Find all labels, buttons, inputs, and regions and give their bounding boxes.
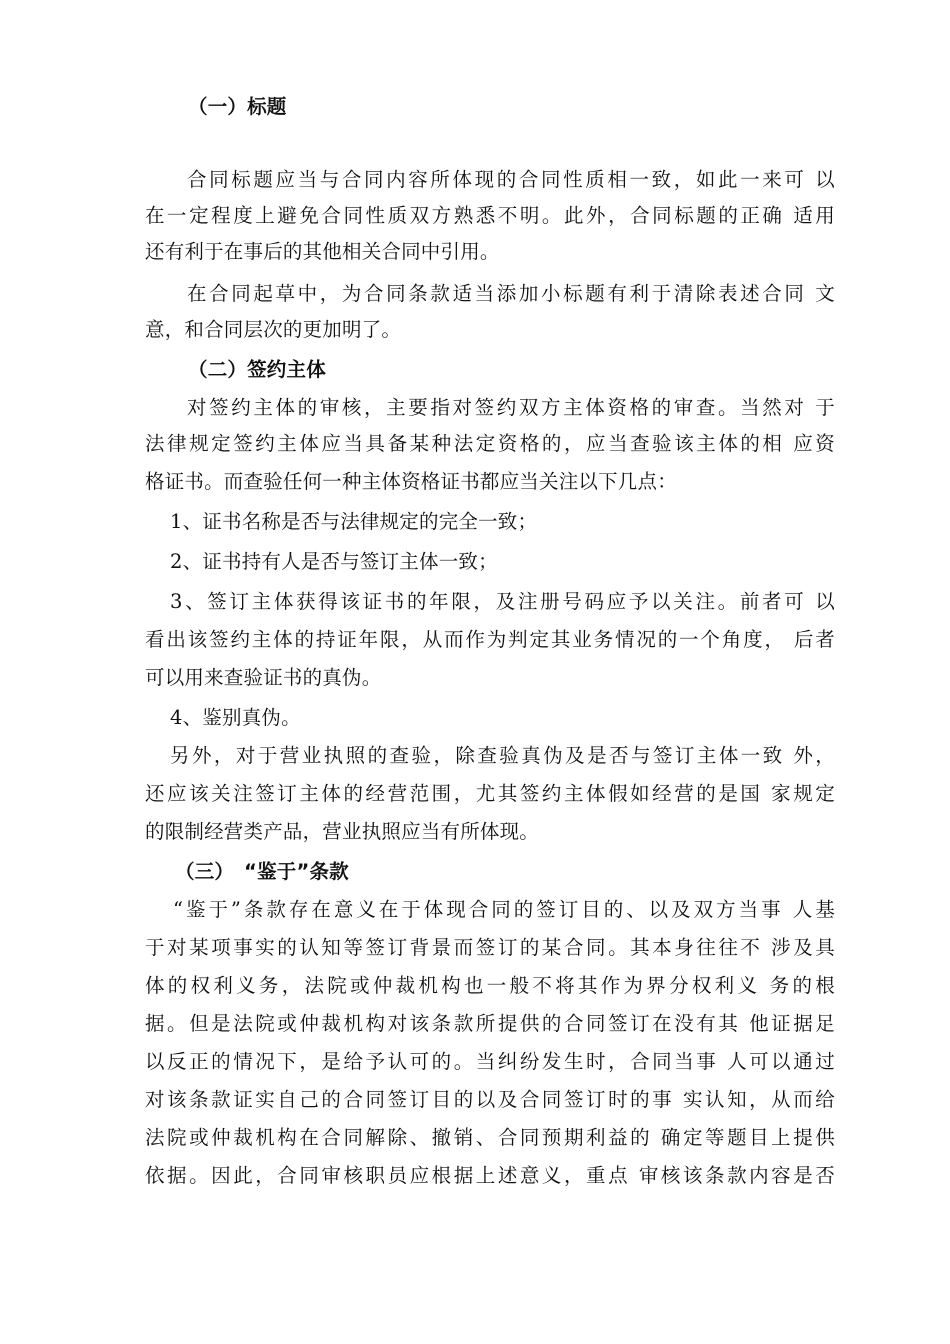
list-item-2: 2、证书持有人是否与签订主体一致； [170, 550, 498, 573]
paragraph-line: 还有利于在事后的其他相关合同中引用。 [145, 240, 500, 263]
section-heading-whereas-clause: （三） “鉴于”条款 [175, 860, 349, 883]
paragraph-line: 在合同起草中，为合同条款适当添加小标题有利于清除表述合同 文 [187, 282, 835, 305]
paragraph-line: 据。但是法院或仲裁机构对该条款所提供的合同签订在没有其 他证据足 [145, 1012, 835, 1035]
paragraph-line: 合同标题应当与合同内容所体现的合同性质相一致，如此一来可 以 [187, 168, 835, 191]
paragraph-line: 法律规定签约主体应当具备某种法定资格的，应当查验该主体的相 应资 [145, 432, 835, 455]
paragraph-line: “鉴于”条款存在意义在于体现合同的签订目的、以及双方当事 人基 [173, 898, 835, 921]
section-heading-signing-party: （二）签约主体 [188, 358, 326, 381]
paragraph-line: 意，和合同层次的更加明了。 [145, 318, 402, 341]
paragraph-line: 法院或仲裁机构在合同解除、撤销、合同预期利益的 确定等题目上提供 [145, 1126, 835, 1149]
paragraph-line: 对该条款证实自己的合同签订目的以及合同签订时的事 实认知，从而给 [145, 1088, 835, 1111]
paragraph-line: 在一定程度上避免合同性质双方熟悉不明。此外，合同标题的正确 适用 [145, 204, 835, 227]
paragraph-line: 另外，对于营业执照的查验，除查验真伪及是否与签订主体一致 外， [170, 744, 835, 767]
paragraph-line: 依据。因此，合同审核职员应根据上述意义，重点 审核该条款内容是否 [145, 1164, 835, 1187]
paragraph-line: 对签约主体的审核，主要指对签约双方主体资格的审查。当然对 于 [187, 396, 835, 419]
list-item-1: 1、证书名称是否与法律规定的完全一致； [170, 510, 538, 533]
paragraph-line: 还应该关注签订主体的经营范围，尤其签约主体假如经营的是国 家规定 [145, 782, 835, 805]
paragraph-line: 看出该签约主体的持证年限，从而作为判定其业务情况的一个角度， 后者 [145, 628, 835, 651]
paragraph-line: 以反正的情况下，是给予认可的。当纠纷发生时，合同当事 人可以通过 [145, 1050, 835, 1073]
paragraph-line: 可以用来查验证书的真伪。 [145, 666, 382, 689]
list-item-4: 4、鉴别真伪。 [170, 706, 301, 729]
list-item-3: 3、签订主体获得该证书的年限，及注册号码应予以关注。前者可 以 [170, 590, 835, 613]
paragraph-line: 的限制经营类产品，营业执照应当有所体现。 [145, 820, 540, 843]
paragraph-line: 体的权利义务，法院或仲裁机构也一般不将其作为界分权利义 务的根 [145, 974, 835, 997]
paragraph-line: 格证书。而查验任何一种主体资格证书都应当关注以下几点： [145, 470, 677, 493]
section-heading-title: （一）标题 [188, 95, 287, 118]
paragraph-line: 于对某项事实的认知等签订背景而签订的某合同。其本身往往不 涉及具 [145, 936, 835, 959]
